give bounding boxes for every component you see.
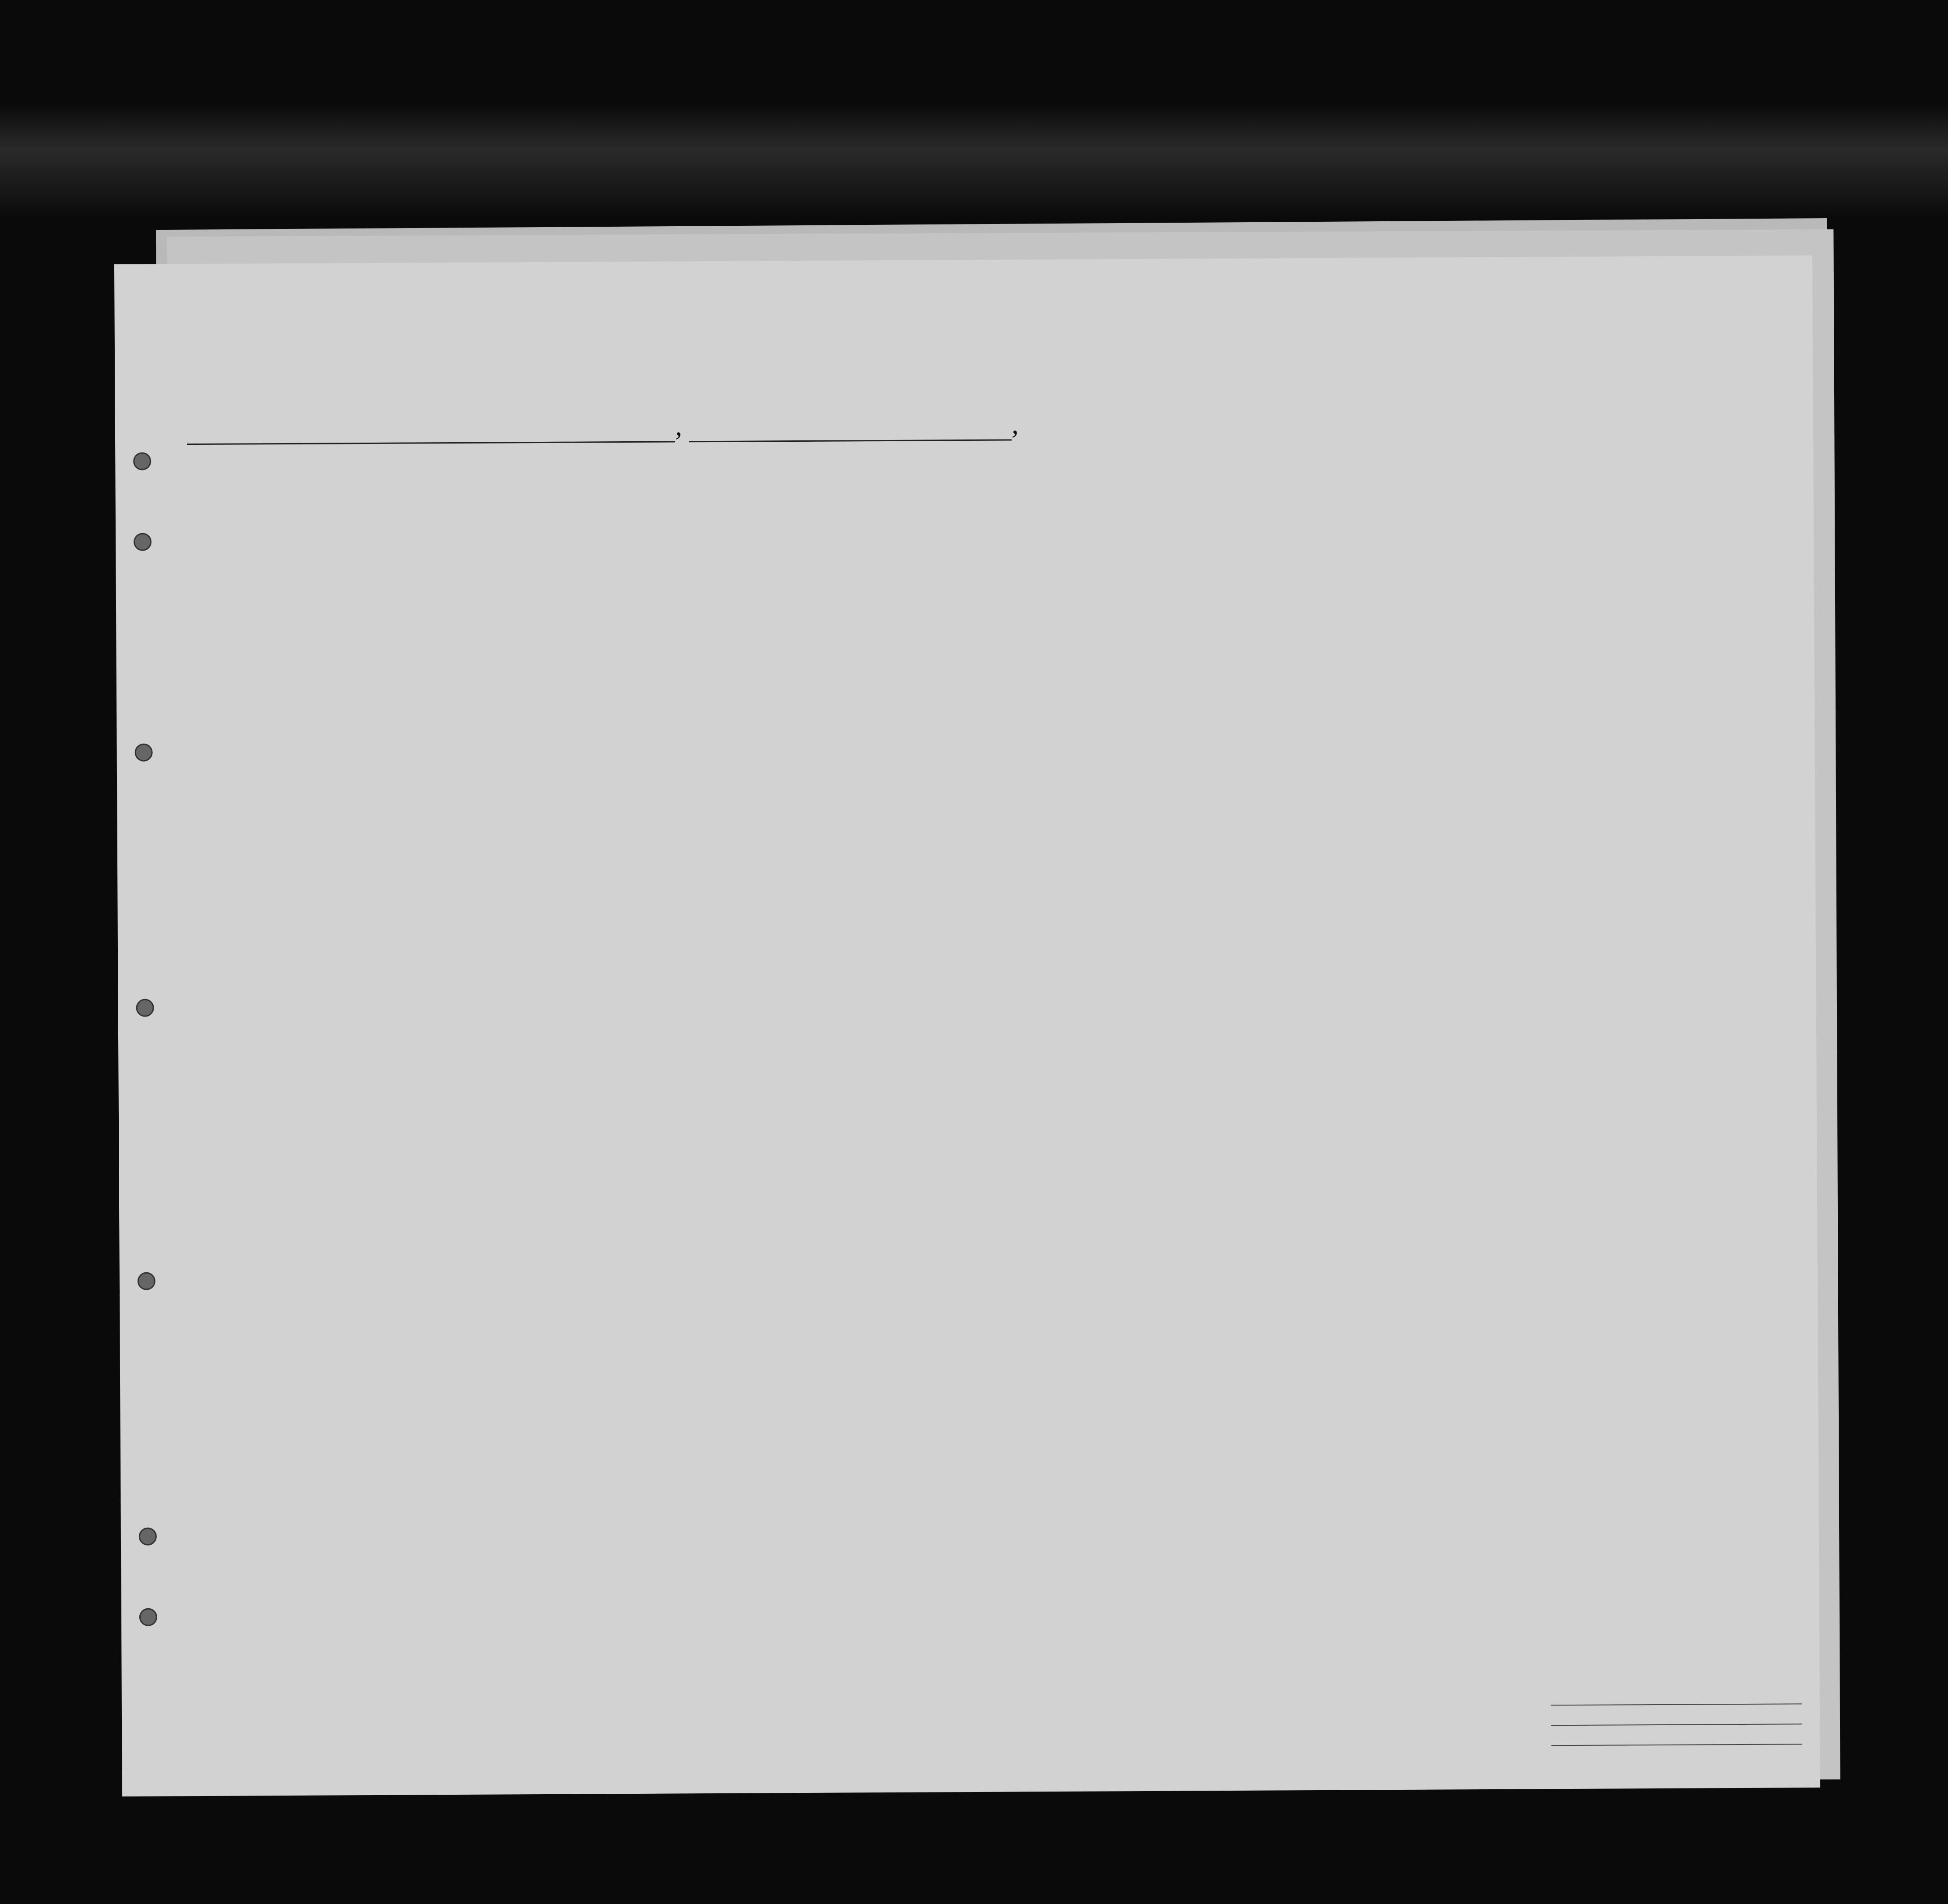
footnote	[328, 1699, 1538, 1706]
punch-hole	[134, 533, 151, 551]
manifest-sheet	[114, 255, 1820, 1796]
manifest-table	[173, 435, 1815, 1680]
list-note	[1589, 314, 1804, 315]
punch-hole	[136, 999, 154, 1017]
punch-hole	[138, 1272, 155, 1290]
subtitle	[186, 355, 1665, 362]
agents-rule	[1551, 1744, 1802, 1746]
punch-hole	[135, 744, 153, 762]
subtitle-line-2	[186, 355, 1665, 362]
arrival-line: , ,	[187, 407, 1019, 445]
background-edge	[0, 103, 1948, 220]
owners-rule	[1551, 1723, 1802, 1726]
punch-hole	[139, 1528, 157, 1546]
punch-hole	[133, 452, 151, 470]
date-field	[689, 408, 1012, 443]
subtitle-line-1	[186, 355, 1665, 362]
punch-hole	[139, 1608, 157, 1626]
line-rule	[1551, 1703, 1802, 1706]
